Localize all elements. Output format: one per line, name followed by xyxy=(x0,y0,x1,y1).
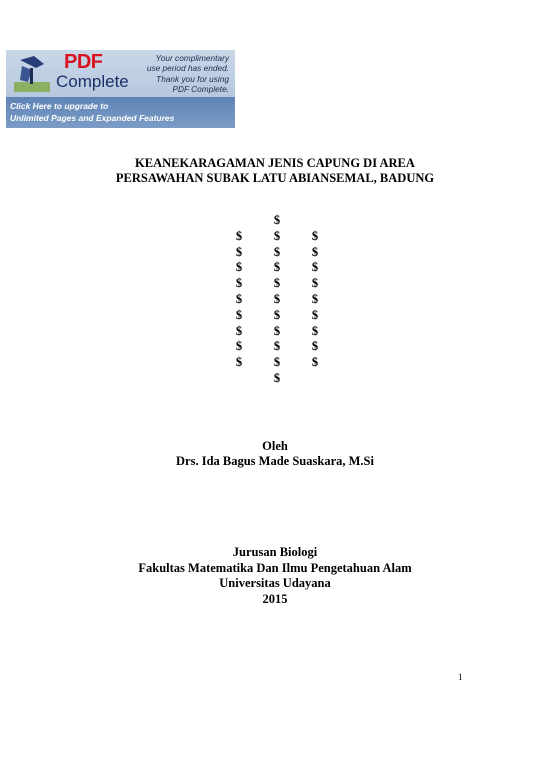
department: Jurusan Biologi xyxy=(232,545,318,559)
symbol-row xyxy=(0,308,550,324)
placeholder-symbol: $ xyxy=(235,355,243,370)
placeholder-symbol: $ xyxy=(311,307,319,322)
placeholder-symbol: $ xyxy=(273,244,281,259)
banner-top-panel xyxy=(6,50,235,97)
symbol-row xyxy=(0,355,550,371)
placeholder-symbol: $ xyxy=(273,276,281,291)
placeholder-symbol: $ xyxy=(235,307,243,322)
placeholder-symbol: $ xyxy=(235,323,243,338)
placeholder-symbol: $ xyxy=(235,339,243,354)
banner-message xyxy=(119,53,229,94)
placeholder-symbol: $ xyxy=(273,355,281,370)
banner-message-line: Your complimentary xyxy=(155,53,229,63)
placeholder-symbol: $ xyxy=(311,228,319,243)
page-number: 1 xyxy=(458,672,463,682)
author-label: Oleh xyxy=(262,439,288,453)
author-name: Drs. Ida Bagus Made Suaskara, M.Si xyxy=(176,454,374,468)
year: 2015 xyxy=(262,591,288,606)
placeholder-symbol: $ xyxy=(273,339,281,354)
banner-message-line: Thank you for using xyxy=(156,73,229,84)
symbol-row xyxy=(0,245,550,261)
placeholder-symbol: $ xyxy=(311,276,319,291)
placeholder-symbol: $ xyxy=(273,228,281,243)
banner-upgrade-strip[interactable] xyxy=(6,97,235,128)
placeholder-symbol: $ xyxy=(311,323,319,338)
placeholder-symbol: $ xyxy=(235,276,243,291)
banner-message-line: use period has ended. xyxy=(146,63,229,74)
university: Universitas Udayana xyxy=(219,576,331,590)
placeholder-symbol: $ xyxy=(235,228,243,243)
placeholder-symbol: $ xyxy=(235,291,243,306)
title-line: PERSAWAHAN SUBAK LATU ABIANSEMAL, BADUNG xyxy=(115,170,435,185)
placeholder-symbol: $ xyxy=(273,213,281,227)
banner-message-line: PDF Complete. xyxy=(172,83,229,94)
placeholder-symbol: $ xyxy=(311,244,319,259)
logo-placeholder-symbols xyxy=(0,213,550,387)
placeholder-symbol: $ xyxy=(273,291,281,306)
upgrade-link[interactable] xyxy=(10,100,174,124)
placeholder-symbol: $ xyxy=(311,339,319,354)
placeholder-symbol: $ xyxy=(273,260,281,275)
placeholder-symbol: $ xyxy=(311,291,319,306)
author-block xyxy=(0,439,550,469)
symbol-row xyxy=(0,229,550,245)
symbol-row xyxy=(0,339,550,355)
pdf-complete-upgrade-banner[interactable] xyxy=(6,50,235,128)
placeholder-symbol: $ xyxy=(311,260,319,275)
upgrade-link-line: Unlimited Pages and Expanded Features xyxy=(10,113,175,123)
symbol-row xyxy=(0,292,550,308)
banner-brand-pdf: PDF xyxy=(64,51,103,73)
document-title xyxy=(0,156,550,185)
placeholder-symbol: $ xyxy=(273,323,281,338)
placeholder-symbol: $ xyxy=(273,370,281,385)
pdf-complete-logo-icon xyxy=(14,54,50,92)
upgrade-link-line: Click Here to upgrade to xyxy=(10,101,109,111)
symbol-row xyxy=(0,276,550,292)
institution-block xyxy=(0,545,550,607)
symbol-row xyxy=(0,324,550,340)
symbol-row xyxy=(0,260,550,276)
placeholder-symbol: $ xyxy=(235,260,243,275)
placeholder-symbol: $ xyxy=(273,307,281,322)
symbol-row xyxy=(0,213,550,229)
symbol-row xyxy=(0,371,550,387)
placeholder-symbol: $ xyxy=(311,355,319,370)
placeholder-symbol: $ xyxy=(235,244,243,259)
banner-brand-complete: Complete xyxy=(56,72,129,91)
faculty: Fakultas Matematika Dan Ilmu Pengetahuan Alam xyxy=(138,560,412,575)
title-line: KEANEKARAGAMAN JENIS CAPUNG DI AREA xyxy=(135,156,415,170)
